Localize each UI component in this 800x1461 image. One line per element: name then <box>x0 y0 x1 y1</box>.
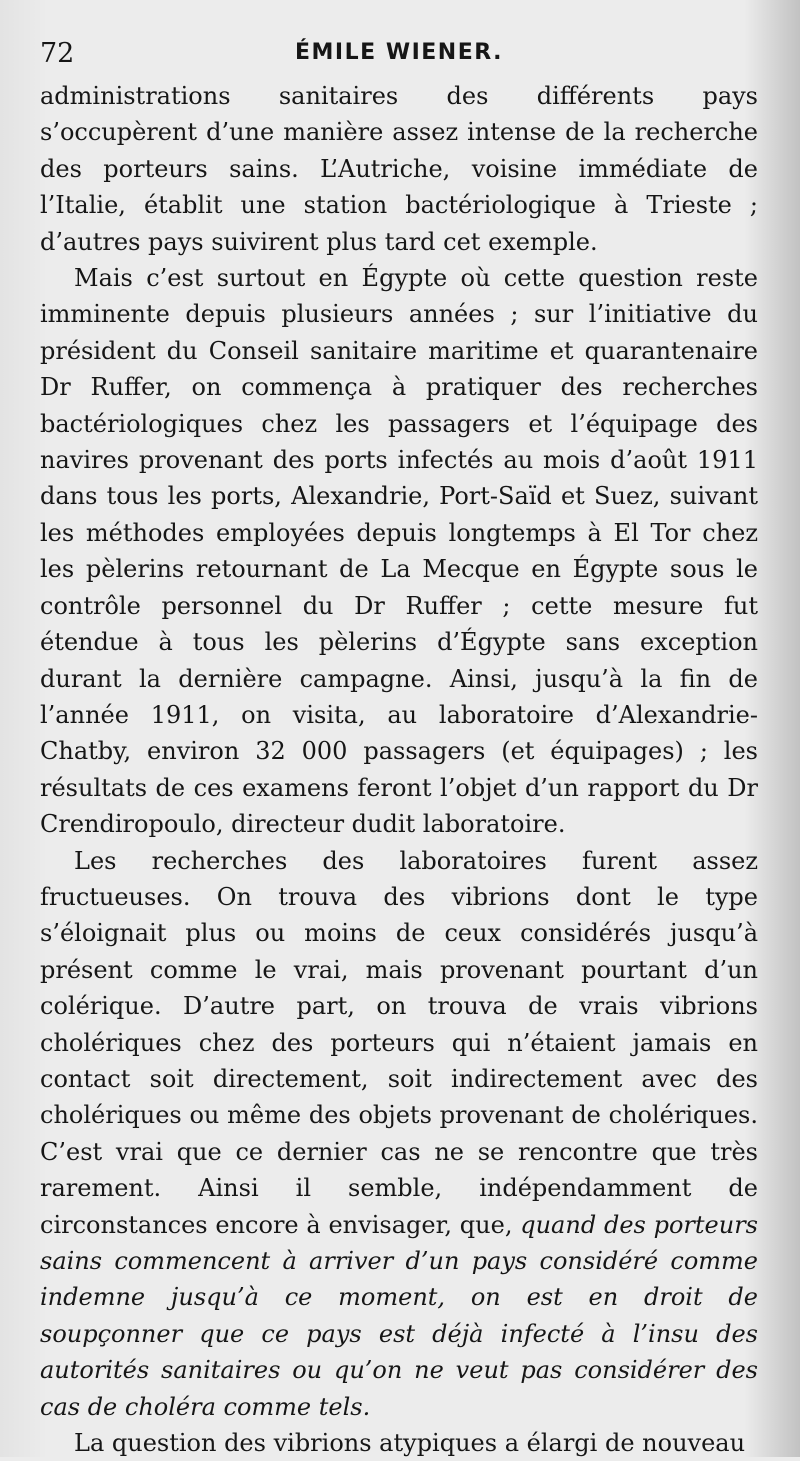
italic-conclusion: quand des porteurs sains commencent à arriver d’un pays considéré comme indemne jusqu’à ce moment, on est en droit de soupçonner que ce pays est déjà infecté à l’insu des autorités sanitaires ou qu’on ne veut pas considérer des cas de choléra comme tels. <box>40 1210 758 1421</box>
running-title: ÉMILE WIENER. <box>295 40 503 65</box>
paragraph-egypt: Mais c’est surtout en Égypte où cette question reste imminente depuis plusieurs années ; sur l’initiative du président du Conseil sanitaire maritime et quarantenaire Dr Ruffer, on commença à pratiquer des recherches bactériologiques chez les passagers et l’équipage des navires provenant des ports infectés au mois d’août 1911 dans tous les ports, Alexandrie, Port-Saïd et Suez, suivant les méthodes employées depuis longtemps à El Tor chez les pèlerins retournant de La Mecque en Égypte sous le contrôle personnel du Dr Ruffer ; cette mesure fut étendue à tous les pèlerins d’Égypte sans exception durant la dernière campagne. Ainsi, jusqu’à la fin de l’année 1911, on visita, au laboratoire d’Alexandrie-Chatby, environ 32 000 passagers (et équipages) ; les résultats de ces examens feront l’objet d’un rapport du Dr Crendiropoulo, directeur dudit laboratoire. <box>40 264 758 839</box>
paragraph-continuation: administrations sanitaires des différents pays s’occupèrent d’une manière assez intense de la recherche des porteurs sains. L’Autriche, voisine immédiate de l’Italie, établit une station bactériologique à Trieste ; d’autres pays suivirent plus tard cet exemple. <box>40 82 758 256</box>
paragraph-laboratory-findings-text: Les recherches des laboratoires furent assez fructueuses. On trouva des vibrions dont le type s’éloignait plus ou moins de ceux considérés jusqu’à présent comme le vrai, mais provenant pourtant d’un colérique. D’autre part, on trouva de vrais vibrions cholériques chez des porteurs qui n’étaient jamais en contact soit directement, soit indirectement avec des cholériques ou même des objets provenant de cholériques. C’est vrai que ce dernier cas ne se rencontre que très rarement. Ainsi il semble, indépendamment de circonstances encore à envisager, que, <box>40 846 758 1239</box>
body-text <box>40 78 758 1461</box>
page-header <box>40 34 758 78</box>
page-number: 72 <box>40 38 75 69</box>
paragraph-laboratory-findings <box>40 843 758 1426</box>
paragraph-atypical-vibrios: La question des vibrions atypiques a élargi de nouveau <box>74 1429 746 1458</box>
